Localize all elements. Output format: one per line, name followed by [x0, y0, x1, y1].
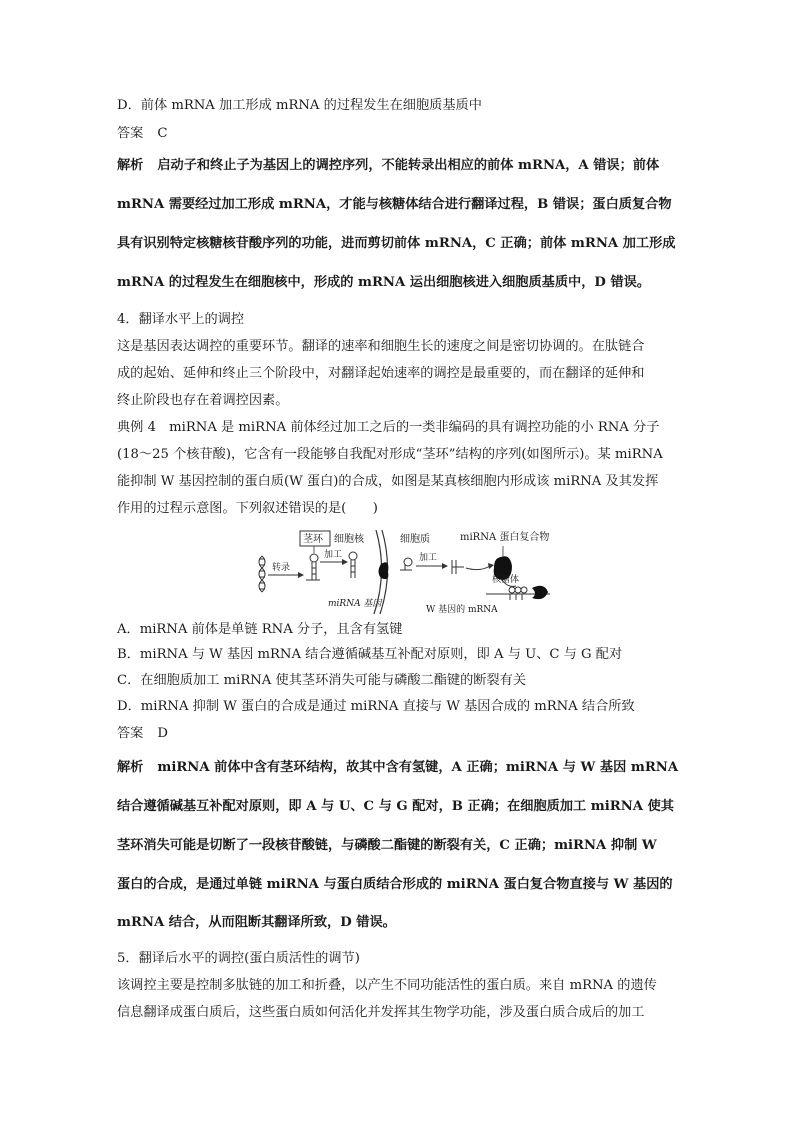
- analysis-text: miRNA 前体中含有茎环结构，故其中含有氢键，A 正确；miRNA 与 W 基因 mRNA: [157, 760, 679, 775]
- complex-label: miRNA 蛋白复合物: [460, 532, 550, 543]
- mirna-gene-label: miRNA 基因: [328, 599, 382, 609]
- mirna-duplex-icon: [452, 560, 464, 574]
- option-d: D．前体 mRNA 加工形成 mRNA 的过程发生在细胞质基质中: [117, 98, 482, 113]
- mirna-process-diagram: [254, 528, 554, 616]
- analysis-text: 启动子和终止子为基因上的调控序列，不能转录出相应的前体 mRNA，A 错误；前体: [157, 158, 660, 173]
- option-a: A．miRNA 前体是单链 RNA 分子，且含有氢键: [117, 622, 403, 637]
- example-line: 典例 4 miRNA 是 miRNA 前体经过加工之后的一类非编码的具有调控功能的小 RNA 分子: [117, 420, 660, 435]
- answer-label: 答案: [117, 126, 144, 141]
- analysis-label: 解析: [117, 760, 144, 775]
- option-c: C．在细胞质加工 miRNA 使其茎环消失可能与磷酸二酯键的断裂有关: [117, 673, 527, 688]
- paragraph-line: 成的起始、延伸和终止三个阶段中，对翻译起始速率的调控是最重要的，而在翻译的延伸和: [117, 366, 645, 381]
- cytoplasm-hairpin-icon: [400, 558, 412, 570]
- nuclear-pore-icon: [379, 562, 389, 579]
- analysis-label: 解析: [117, 158, 144, 173]
- stem-loop-label: 茎环: [303, 534, 323, 545]
- analysis-text: mRNA 需要经过加工形成 mRNA，才能与核糖体结合进行翻译过程，B 错误；蛋白质复合物: [117, 197, 672, 212]
- process-label: 加工: [324, 550, 343, 560]
- option-b: B．miRNA 与 W 基因 mRNA 结合遵循碱基互补配对原则，即 A 与 U、C 与 G 配对: [117, 647, 623, 662]
- paragraph-line: 信息翻译成蛋白质后，这些蛋白质如何活化并发挥其生物学功能，涉及蛋白质合成后的加工: [117, 1005, 645, 1020]
- ribosome-label: 核糖体: [492, 575, 520, 585]
- analysis-text: mRNA 的过程发生在细胞核中，形成的 mRNA 运出细胞核进入细胞质基质中，D 错误。: [117, 275, 651, 290]
- analysis-text: 蛋白的合成，是通过单链 miRNA 与蛋白质结合形成的 miRNA 蛋白复合物直接与 W 基因的: [117, 877, 673, 892]
- answer-line: [117, 724, 168, 744]
- paragraph-line: 这是基因表达调控的重要环节。翻译的速率和细胞生长的速度之间是密切协调的。在肽链合: [117, 339, 645, 354]
- paragraph-line: 该调控主要是控制多肽链的加工和折叠，以产生不同功能活性的蛋白质。来自 mRNA 的遗传: [117, 978, 657, 993]
- section-heading: 5．翻译后水平的调控(蛋白质活性的调节): [117, 951, 360, 966]
- answer-value: D: [157, 726, 168, 741]
- nucleus-label: 细胞核: [334, 534, 364, 545]
- cytoplasm-label: 细胞质: [400, 534, 430, 545]
- analysis-text: 具有识别特定核糖核苷酸序列的功能，进而剪切前体 mRNA，C 正确；前体 mRNA 加工形成: [117, 236, 676, 251]
- analysis-line: [117, 156, 659, 176]
- ribosome-complex-icon: [532, 586, 548, 599]
- analysis-text: 结合遵循碱基互补配对原则，即 A 与 U、C 与 G 配对，B 正确；在细胞质加工 miRNA 使其: [117, 799, 674, 814]
- analysis-text: 茎环消失可能是切断了一段核苷酸链，与磷酸二酯键的断裂有关，C 正确；miRNA 抑制 W: [117, 838, 657, 853]
- answer-label: 答案: [117, 726, 144, 741]
- example-line: 能抑制 W 基因控制的蛋白质(W 蛋白)的合成，如图是某真核细胞内形成该 miRNA 及其发挥: [117, 474, 659, 489]
- process2-label: 加工: [419, 553, 438, 563]
- analysis-line: [117, 758, 678, 778]
- w-mrna-label: W 基因的 mRNA: [426, 605, 498, 615]
- answer-line: [117, 124, 167, 144]
- paragraph-line: 终止阶段也存在着调控因素。: [117, 393, 289, 408]
- pre-mirna-icon: [306, 554, 320, 580]
- example-line: (18～25 个核苷酸)，它含有一段能够自我配对形成“茎环”结构的序列(如图所示)。某 miRNA: [117, 447, 663, 462]
- answer-value: C: [157, 126, 168, 141]
- analysis-text: mRNA 结合，从而阻断其翻译所致，D 错误。: [117, 915, 396, 930]
- dna-helix-icon: [259, 556, 265, 592]
- option-d: D．miRNA 抑制 W 蛋白的合成是通过 miRNA 直接与 W 基因合成的 mRNA 结合所致: [117, 699, 635, 714]
- example-line: 作用的过程示意图。下列叙述错误的是( ): [117, 501, 378, 516]
- section-heading: 4．翻译水平上的调控: [117, 312, 245, 327]
- transcription-label: 转录: [272, 563, 291, 573]
- hairpin-icon: [349, 552, 357, 578]
